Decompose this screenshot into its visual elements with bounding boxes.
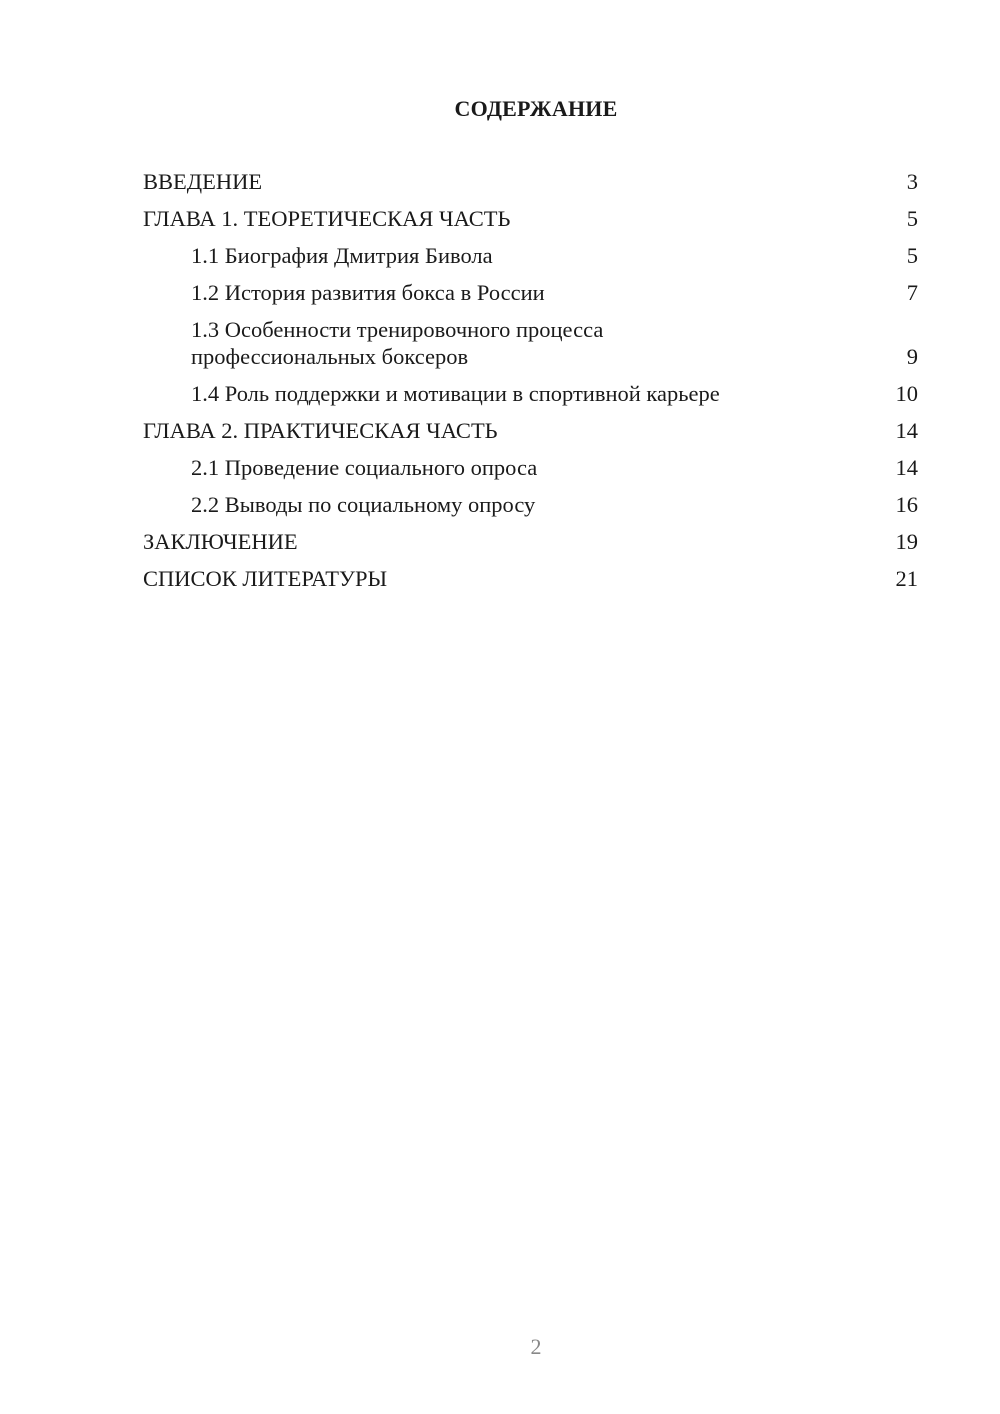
toc-entry-title: 1.4 Роль поддержки и мотивации в спортивной карьере [191,381,720,406]
page-title: СОДЕРЖАНИЕ [454,96,618,121]
toc-entry-section-1-1[interactable] [143,242,918,269]
toc-entry-references[interactable] [143,565,918,592]
toc-entry-section-1-2[interactable] [143,279,918,306]
toc-entry-title: 1.2 История развития бокса в России [191,280,545,305]
toc-entry-title-line: профессиональных боксеров [191,344,469,369]
toc-entry-title: СПИСОК ЛИТЕРАТУРЫ [143,566,388,591]
toc-entry-title: 1.1 Биография Дмитрия Бивола [191,243,493,268]
toc-entry-section-1-3[interactable] [143,316,918,370]
toc-entry-title: 2.2 Выводы по социальному опросу [191,492,536,517]
toc-entry-page: 5 [906,243,918,268]
toc-entry-page: 19 [895,529,918,554]
table-of-contents [143,168,918,602]
toc-entry-introduction[interactable] [143,168,918,195]
toc-entry-title: 2.1 Проведение социального опроса [191,455,538,480]
toc-entry-page: 14 [895,455,918,480]
toc-entry-title: ЗАКЛЮЧЕНИЕ [143,529,298,554]
toc-entry-page: 9 [906,344,918,369]
toc-entry-chapter-2[interactable] [143,417,918,444]
toc-entry-page: 7 [906,280,918,305]
toc-entry-section-1-4[interactable] [143,380,918,407]
page-number: 2 [530,1334,542,1359]
toc-entry-page: 16 [895,492,918,517]
toc-entry-title-line: 1.3 Особенности тренировочного процесса [191,317,604,342]
toc-entry-page: 10 [895,381,918,406]
toc-entry-chapter-1[interactable] [143,205,918,232]
toc-entry-page: 5 [906,206,918,231]
toc-entry-section-2-2[interactable] [143,491,918,518]
toc-entry-section-2-1[interactable] [143,454,918,481]
toc-entry-conclusion[interactable] [143,528,918,555]
toc-entry-page: 14 [895,418,918,443]
toc-entry-title: ГЛАВА 1. ТЕОРЕТИЧЕСКАЯ ЧАСТЬ [143,206,511,231]
toc-entry-page: 21 [895,566,918,591]
toc-entry-page: 3 [906,169,918,194]
toc-entry-title: ВВЕДЕНИЕ [143,169,263,194]
toc-entry-title: ГЛАВА 2. ПРАКТИЧЕСКАЯ ЧАСТЬ [143,418,498,443]
toc-entry-title [143,316,878,370]
